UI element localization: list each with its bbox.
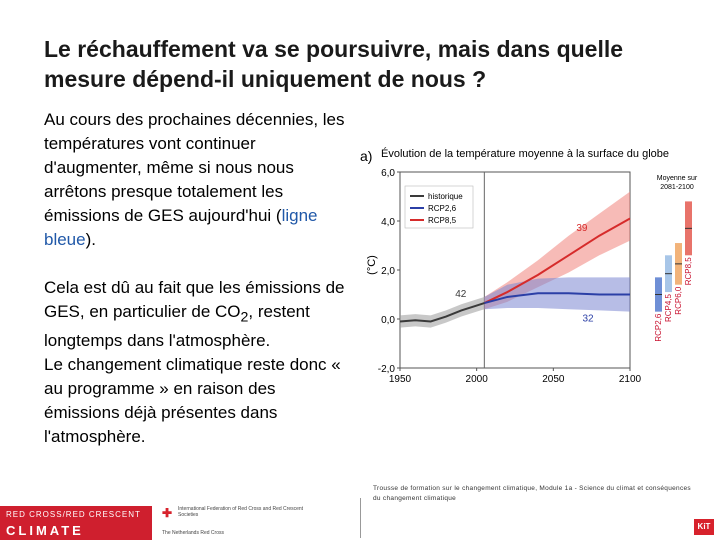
temperature-chart (355, 135, 705, 400)
ifrc-text: International Federation of Red Cross and Red Crescent Societies (178, 506, 304, 518)
x-tick-label: 2100 (618, 374, 642, 385)
paragraph-1 (44, 108, 349, 252)
paragraph-2 (44, 276, 349, 353)
range-bar-label: RCP8,5 (684, 257, 693, 286)
y-tick-label: -2,0 (377, 364, 395, 375)
legend-entry: historique (428, 192, 463, 201)
x-tick-label: 2050 (542, 374, 565, 385)
footer-note: Trousse de formation sur le changement climatique, Module 1a - Science du climat et conséquences du changement climatique (373, 485, 691, 502)
paragraph-3: Le changement climatique reste donc « au programme » en raison des émissions déjà présentes dans l'atmosphère. (44, 355, 341, 447)
legend-entry: RCP8,5 (428, 216, 457, 225)
x-tick-label: 1950 (388, 374, 412, 385)
data-label: 32 (582, 313, 594, 325)
co2-subscript: 2 (240, 309, 249, 326)
panel-label: a) (360, 148, 373, 164)
body-text (44, 108, 349, 449)
data-label: 39 (576, 222, 588, 234)
footer-divider (360, 498, 361, 538)
y-tick-label: 0,0 (381, 315, 395, 326)
y-tick-label: 6,0 (381, 168, 395, 179)
climate-centre-logo (0, 506, 152, 553)
paragraph-2-text: Cela est dû au fait que les émissions de GES, en particulier de CO (44, 278, 345, 321)
side-panel-title: Moyenne sur (656, 175, 698, 182)
data-label: 42 (455, 288, 467, 300)
y-tick-label: 4,0 (381, 217, 395, 228)
legend (405, 186, 473, 228)
blue-line-highlight: ligne bleue (44, 206, 318, 249)
red-cross-icon: ✚ (162, 506, 173, 520)
chart-title: Évolution de la température moyenne à la surface du globe (381, 148, 670, 160)
y-tick-label: 2,0 (381, 266, 395, 277)
brand-line-1: RED CROSS/RED CRESCENT (6, 510, 141, 519)
ifrc-logo (162, 504, 317, 536)
x-tick-label: 2000 (465, 374, 488, 385)
y-axis-label: (°C) (366, 255, 378, 275)
range-bar-label: RCP4,5 (664, 294, 673, 323)
side-panel (654, 175, 698, 342)
range-bar-label: RCP2,6 (654, 313, 663, 342)
nl-red-cross-text: The Netherlands Red Cross (162, 530, 224, 536)
range-bar-label: RCP6,0 (674, 286, 683, 315)
side-panel-period: 2081-2100 (660, 184, 694, 191)
kit-logo: KiT (694, 519, 714, 535)
uncertainty-band (400, 297, 484, 328)
paragraph-2-end: , restent longtemps dans l'atmosphère. (44, 302, 310, 351)
legend-entry: RCP2,6 (428, 204, 457, 213)
brand-line-2: CLIMATE CENTRE (6, 523, 84, 553)
paragraph-1-text: Au cours des prochaines décennies, les températures vont continuer d'augmenter, même si nous nous arrêtons presque totalement les émissions de GES aujourd'hui ( (44, 110, 345, 225)
slide-title: Le réchauffement va se poursuivre, mais dans quelle mesure dépend-il uniquement de nous ? (44, 36, 624, 92)
paragraph-1-end: ). (85, 230, 96, 249)
